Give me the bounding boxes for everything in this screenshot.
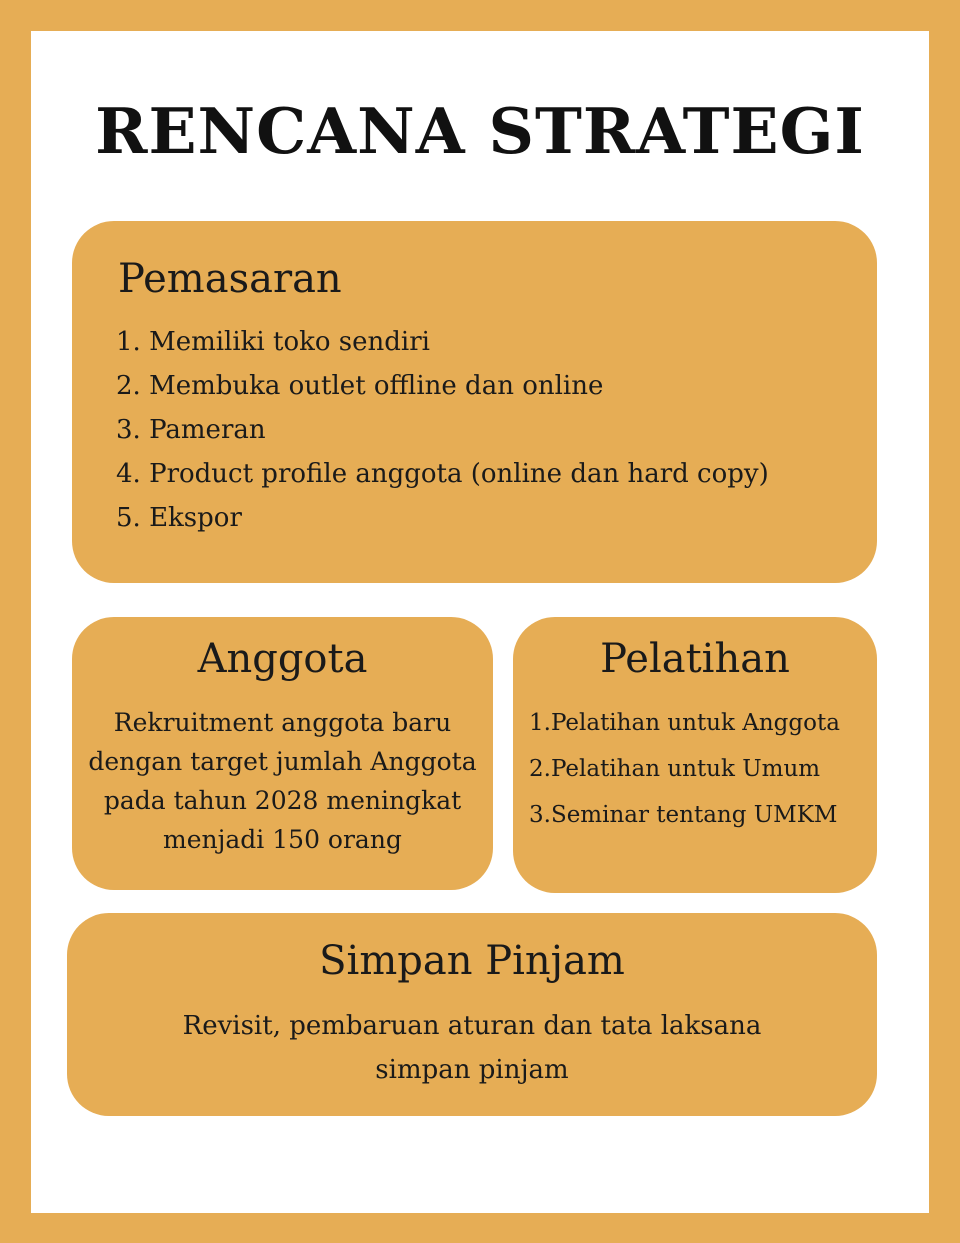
list-item: 5. Ekspor — [116, 503, 242, 533]
card-simpan-pinjam — [67, 913, 877, 1116]
text-line: menjadi 150 orang — [163, 825, 402, 854]
card-anggota — [72, 617, 493, 890]
text-line: Rekruitment anggota baru — [113, 708, 452, 737]
list-item: 3. Pameran — [116, 415, 266, 445]
card-heading-pemasaran: Pemasaran — [118, 256, 342, 302]
text-line: simpan pinjam — [375, 1055, 569, 1085]
card-pemasaran — [72, 221, 877, 583]
list-item: 1.Pelatihan untuk Anggota — [529, 710, 840, 736]
text-line: pada tahun 2028 meningkat — [103, 786, 462, 815]
list-item: 3.Seminar tentang UMKM — [529, 802, 838, 828]
simpan-pinjam-description — [67, 1004, 877, 1092]
card-heading-anggota: Anggota — [197, 636, 368, 682]
list-item: 4. Product profile anggota (online dan hard copy) — [116, 459, 769, 489]
anggota-description — [72, 703, 493, 859]
list-item: 2.Pelatihan untuk Umum — [529, 756, 821, 782]
list-item: 1. Memiliki toko sendiri — [116, 327, 430, 357]
page-title: RENCANA STRATEGI — [95, 94, 865, 168]
pelatihan-list — [529, 700, 840, 838]
text-line: Revisit, pembaruan aturan dan tata laksana — [182, 1011, 762, 1041]
pemasaran-list — [116, 320, 769, 540]
card-heading-simpan-pinjam: Simpan Pinjam — [319, 938, 625, 984]
list-item: 2. Membuka outlet offline dan online — [116, 371, 604, 401]
card-pelatihan — [513, 617, 877, 893]
text-line: dengan target jumlah Anggota — [88, 747, 477, 776]
card-heading-pelatihan: Pelatihan — [600, 636, 790, 682]
